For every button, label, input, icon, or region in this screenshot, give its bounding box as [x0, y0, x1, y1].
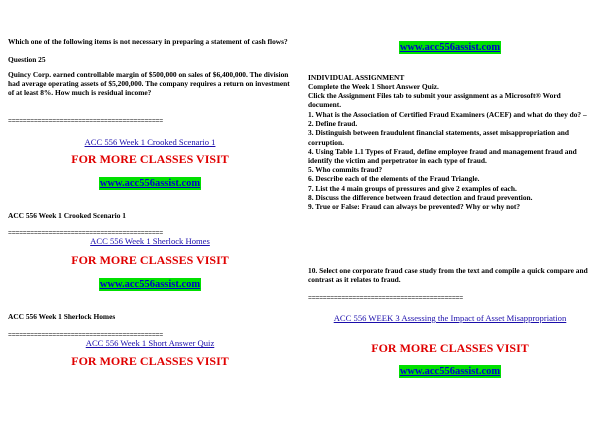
- separator: ==========================================: [8, 117, 163, 125]
- assessing-asset-misappropriation-link[interactable]: ACC 556 WEEK 3 Assessing the Impact of Asset Misappropriation: [333, 313, 567, 323]
- visit-banner: FOR MORE CLASSES VISIT: [71, 253, 229, 267]
- assignment-line-1: Complete the Week 1 Short Answer Quiz.: [308, 82, 439, 91]
- url-row: [308, 37, 592, 55]
- question-item: 6. Describe each of the elements of the Fraud Triangle.: [308, 174, 480, 184]
- question-item-10: 10. Select one corporate fraud case study from the text and compile a quick compare and contrast as it relates to fraud.: [308, 266, 588, 285]
- separator: ==========================================: [8, 229, 163, 237]
- url-row: [308, 361, 592, 379]
- visit-banner: FOR MORE CLASSES VISIT: [371, 341, 529, 355]
- question-item: 8. Discuss the difference between fraud detection and fraud prevention.: [308, 192, 533, 202]
- short-answer-quiz-link[interactable]: ACC 556 Week 1 Short Answer Quiz: [85, 338, 215, 348]
- site-link[interactable]: www.acc556assist.com: [399, 366, 501, 377]
- question-25-label: Question 25: [8, 55, 46, 64]
- question-25-text: Quincy Corp. earned controllable margin of $500,000 on sales of $6,400,000. The division had average operating assets of $5,200,000. The company requires a return on investment of at least 8%. How much is residual income?: [8, 70, 290, 98]
- question-item: 2. Define fraud.: [308, 119, 358, 129]
- separator: ==========================================: [8, 331, 163, 339]
- site-link[interactable]: www.acc556assist.com: [99, 279, 201, 290]
- question-item: 9. True or False: Fraud can always be prevented? Why or why not?: [308, 202, 521, 212]
- question-24-text: Which one of the following items is not necessary in preparing a statement of cash flows?: [8, 37, 288, 46]
- question-list: [308, 110, 592, 211]
- site-link[interactable]: www.acc556assist.com: [99, 178, 201, 189]
- assignment-line-2: Click the Assignment Files tab to submit your assignment as a Microsoft® Word document.: [308, 91, 561, 110]
- assignment-title: INDIVIDUAL ASSIGNMENT: [308, 73, 405, 82]
- question-item: 3. Distinguish between fraudulent financial statements, asset misappropriation and corruption.: [308, 128, 570, 147]
- section-heading-crooked: ACC 556 Week 1 Crooked Scenario 1: [8, 211, 126, 220]
- visit-banner: FOR MORE CLASSES VISIT: [71, 152, 229, 166]
- question-item: 5. Who commits fraud?: [308, 165, 383, 175]
- separator: ==========================================: [308, 294, 463, 302]
- crooked-scenario-link[interactable]: ACC 556 Week 1 Crooked Scenario 1: [84, 137, 216, 147]
- question-item: 4. Using Table 1.1 Types of Fraud, define employee fraud and management fraud and identify the victim and perpetrator in each type of fraud.: [308, 146, 577, 166]
- question-item: 1. What is the Association of Certified Fraud Examiners (ACEF) and what do they do? –: [308, 110, 587, 119]
- site-link[interactable]: www.acc556assist.com: [399, 42, 501, 53]
- section-heading-sherlock: ACC 556 Week 1 Sherlock Homes: [8, 312, 116, 321]
- sherlock-homes-link[interactable]: ACC 556 Week 1 Sherlock Homes: [90, 236, 210, 246]
- question-item: 7. List the 4 main groups of pressures and give 2 examples of each.: [308, 183, 517, 193]
- url-row: [8, 274, 292, 292]
- visit-banner: FOR MORE CLASSES VISIT: [71, 354, 229, 368]
- url-row: [8, 173, 292, 191]
